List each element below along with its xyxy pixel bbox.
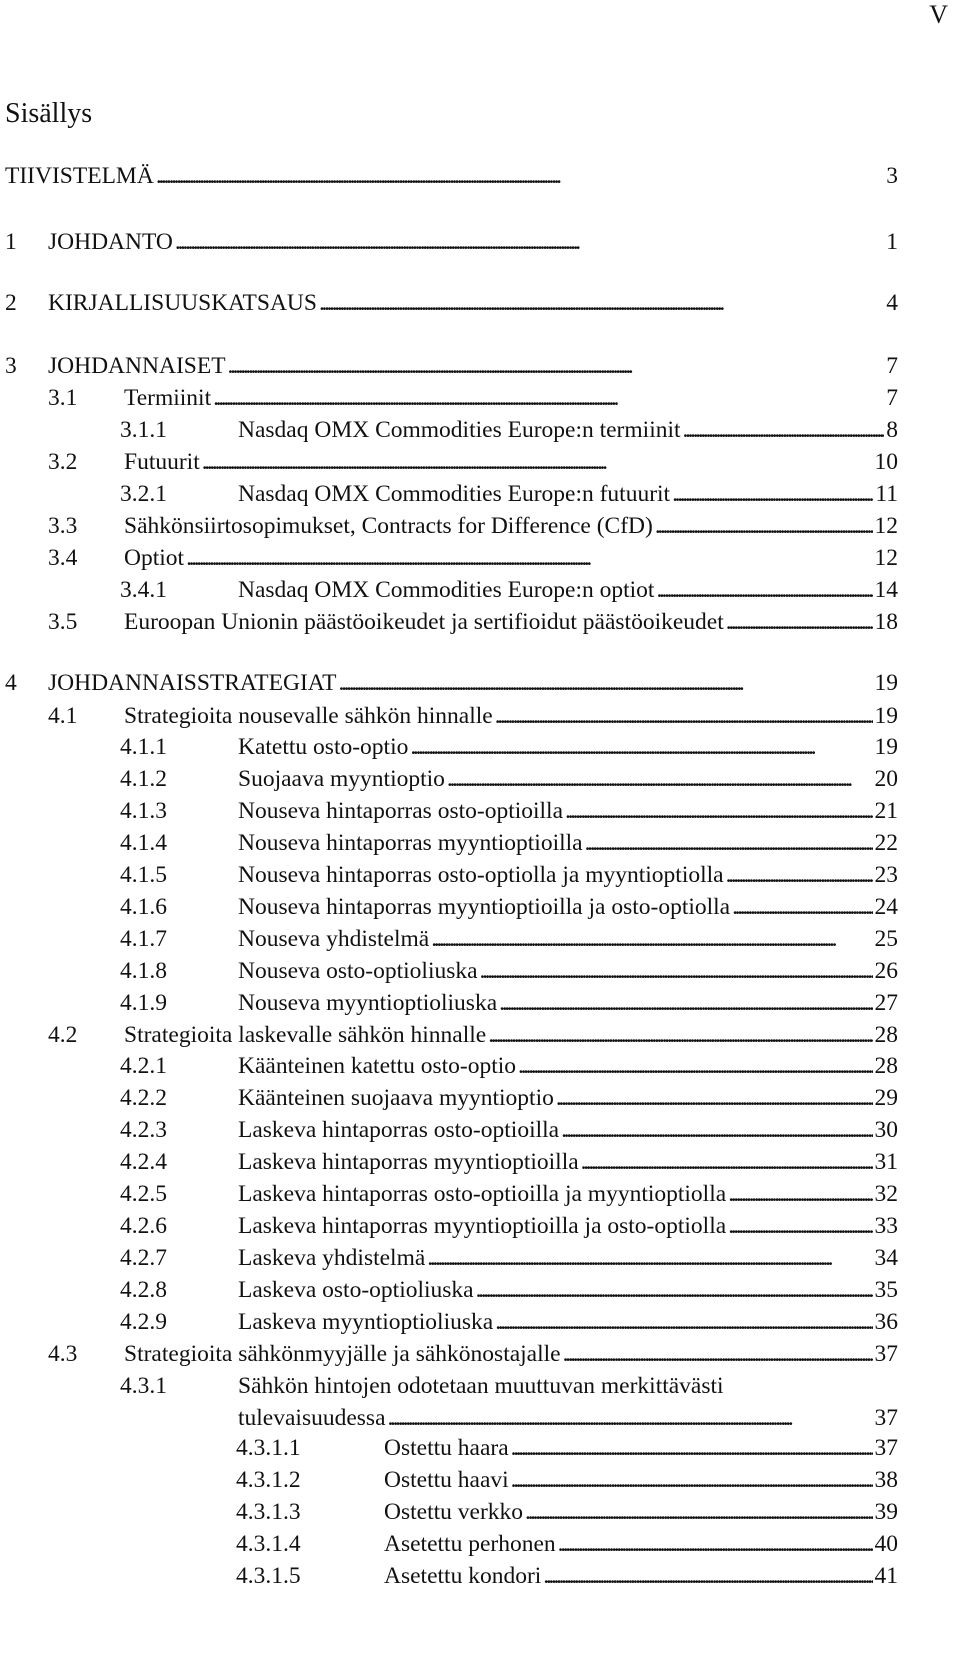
- toc-entry-title: Sähkönsiirtosopimukset, Contracts for Difference (CfD): [124, 513, 653, 539]
- toc-entry-number: 4.2.8: [120, 1277, 167, 1303]
- toc-entry-number: 4: [5, 670, 17, 696]
- toc-entry[interactable]: [0, 1114, 960, 1147]
- toc-entry-page: 29: [874, 1085, 898, 1111]
- toc-entry-title: Nasdaq OMX Commodities Europe:n optiot: [238, 577, 655, 603]
- toc-entry-number: 4.1.7: [120, 926, 167, 952]
- toc-entry[interactable]: [0, 731, 960, 764]
- toc-entry-title: Sähkön hintojen odotetaan muuttuvan merkittävästi: [238, 1373, 724, 1399]
- toc-entry[interactable]: [0, 1019, 960, 1052]
- toc-entry[interactable]: [0, 1146, 960, 1179]
- toc-entry[interactable]: [0, 859, 960, 892]
- toc-entry[interactable]: [0, 1528, 960, 1561]
- toc-entry-page: 24: [874, 894, 898, 920]
- toc-leader-dots: [202, 446, 873, 479]
- toc-entry[interactable]: [0, 1370, 960, 1403]
- toc-leader-dots: [213, 382, 884, 415]
- toc-entry-page: 30: [874, 1117, 898, 1143]
- toc-entry-page: 33: [874, 1213, 898, 1239]
- toc-entry-number: 3.2.1: [120, 481, 167, 507]
- toc-entry[interactable]: [0, 763, 960, 796]
- toc-entry-title: Euroopan Unionin päästöoikeudet ja sertifioidut päästöoikeudet: [124, 609, 724, 635]
- toc-entry-title: Futuurit: [124, 449, 200, 475]
- toc-entry-number: 4.3: [48, 1341, 78, 1367]
- toc-leader-dots: [156, 160, 884, 193]
- toc-entry-page: 12: [874, 545, 898, 571]
- toc-entry-title: Laskeva hintaporras osto-optioilla ja myyntioptiolla: [238, 1181, 727, 1207]
- toc-entry-title: Laskeva hintaporras myyntioptioilla ja osto-optiolla: [238, 1213, 727, 1239]
- toc-entry-title: Käänteinen katettu osto-optio: [238, 1053, 517, 1079]
- toc-leader-dots: [319, 287, 884, 320]
- toc-entry[interactable]: [0, 923, 960, 956]
- toc-entry-title: Suojaava myyntioptio: [238, 766, 445, 792]
- toc-leader-dots: [683, 414, 885, 447]
- toc-entry[interactable]: [0, 478, 960, 511]
- toc-entry-title: Nouseva hintaporras myyntioptioilla: [238, 830, 583, 856]
- toc-entry-page: 31: [874, 1149, 898, 1175]
- toc-entry[interactable]: [0, 1306, 960, 1339]
- toc-leader-dots: [672, 478, 873, 511]
- toc-entry-number: 4.2.5: [120, 1181, 167, 1207]
- toc-title: Sisällys: [5, 98, 93, 129]
- toc-entry-page: 3: [886, 163, 898, 189]
- toc-entry-page: 37: [874, 1435, 898, 1461]
- toc-entry-page: 37: [874, 1341, 898, 1367]
- toc-entry-number: 4.3.1.1: [236, 1435, 301, 1461]
- toc-entry-page: 19: [874, 670, 898, 696]
- toc-leader-dots: [228, 350, 885, 383]
- page-number: V: [929, 0, 948, 29]
- toc-entry[interactable]: [0, 606, 960, 639]
- toc-entry-number: 3.1: [48, 385, 78, 411]
- toc-entry-number: 4.3.1.4: [236, 1531, 301, 1557]
- toc-leader-dots: [726, 859, 873, 892]
- toc-entry-number: 4.2.6: [120, 1213, 167, 1239]
- toc-entry-number: 4.1.4: [120, 830, 167, 856]
- toc-leader-dots: [495, 700, 873, 733]
- toc-entry-number: 4.1.1: [120, 734, 167, 760]
- toc-entry-number: 4.3.1.2: [236, 1467, 301, 1493]
- toc-entry-number: 3.4.1: [120, 577, 167, 603]
- toc-entry-page: 28: [874, 1022, 898, 1048]
- toc-entry[interactable]: [0, 987, 960, 1020]
- toc-entry-page: 7: [886, 385, 898, 411]
- toc-entry[interactable]: [0, 382, 960, 415]
- toc-entry-number: 3.3: [48, 513, 78, 539]
- toc-entry-title: JOHDANTO: [48, 229, 173, 255]
- toc-leader-dots: [558, 1528, 873, 1561]
- toc-entry-page: 10: [874, 449, 898, 475]
- toc-entry-title: Ostettu haavi: [384, 1467, 509, 1493]
- toc-entry-title: Nasdaq OMX Commodities Europe:n futuurit: [238, 481, 671, 507]
- toc-entry-number: 4.2.2: [120, 1085, 167, 1111]
- toc-entry-title: Ostettu verkko: [384, 1499, 524, 1525]
- toc-entry-page: 4: [886, 290, 898, 316]
- toc-entry-number: 4.3.1.5: [236, 1563, 301, 1589]
- toc-entry[interactable]: [0, 160, 960, 193]
- toc-entry[interactable]: [0, 574, 960, 607]
- toc-entry-page: 21: [874, 798, 898, 824]
- toc-entry[interactable]: [0, 1338, 960, 1371]
- toc-entry-page: 12: [874, 513, 898, 539]
- toc-leader-dots: [656, 574, 872, 607]
- toc-entry[interactable]: [0, 1210, 960, 1243]
- toc-entry-title: Strategioita nousevalle sähkön hinnalle: [124, 703, 493, 729]
- toc-entry-number: 4.3.1.3: [236, 1499, 301, 1525]
- toc-entry-number: 4.2.1: [120, 1053, 167, 1079]
- toc-entry-number: 4.2.9: [120, 1309, 167, 1335]
- toc-entry-title: Optiot: [124, 545, 185, 571]
- toc-entry[interactable]: [0, 226, 960, 259]
- toc-entry-title: Asetettu perhonen: [384, 1531, 556, 1557]
- toc-leader-dots: [175, 226, 884, 259]
- toc-entry-title: Käänteinen suojaava myyntioptio: [238, 1085, 554, 1111]
- toc-entry[interactable]: [0, 1082, 960, 1115]
- toc-entry[interactable]: [0, 1178, 960, 1211]
- toc-entry-number: 4.1.5: [120, 862, 167, 888]
- toc-entry-title: Nouseva hintaporras osto-optioilla: [238, 798, 564, 824]
- toc-entry-title: Nouseva hintaporras myyntioptioilla ja osto-optiolla: [238, 894, 731, 920]
- toc-leader-dots: [488, 1019, 872, 1052]
- toc-entry-title: Termiinit: [124, 385, 212, 411]
- toc-entry-page: 7: [886, 353, 898, 379]
- toc-entry-page: 23: [874, 862, 898, 888]
- toc-leader-dots: [728, 1178, 872, 1211]
- toc-entry[interactable]: [0, 795, 960, 828]
- toc-entry-page: 8: [886, 417, 898, 443]
- toc-entry-page: 20: [874, 766, 898, 792]
- toc-entry-page: 1: [886, 229, 898, 255]
- toc-entry-page: 27: [874, 990, 898, 1016]
- toc-entry-page: 25: [874, 926, 898, 952]
- toc-entry-page: 26: [874, 958, 898, 984]
- toc-entry-page: 22: [874, 830, 898, 856]
- toc-entry-page: 34: [874, 1245, 898, 1271]
- toc-entry[interactable]: [0, 891, 960, 924]
- toc-entry-title: JOHDANNAISSTRATEGIAT: [48, 670, 337, 696]
- toc-entry-title: Strategioita sähkönmyyjälle ja sähkönostajalle: [124, 1341, 561, 1367]
- toc-entry-page: 37: [874, 1405, 898, 1431]
- toc-leader-dots: [427, 1242, 872, 1275]
- toc-leader-dots: [495, 1306, 872, 1339]
- toc-entry-page: 41: [874, 1563, 898, 1589]
- toc-entry-number: 4.2.4: [120, 1149, 167, 1175]
- toc-leader-dots: [655, 510, 873, 543]
- toc-leader-dots: [585, 827, 873, 860]
- toc-entry-page: 40: [874, 1531, 898, 1557]
- toc-entry-page: 19: [874, 703, 898, 729]
- toc-entry-number: 4.1.8: [120, 958, 167, 984]
- toc-entry-title: Laskeva yhdistelmä: [238, 1245, 426, 1271]
- toc-entry[interactable]: [0, 1050, 960, 1083]
- toc-entry-title: Nouseva hintaporras osto-optiolla ja myyntioptiolla: [238, 862, 724, 888]
- toc-entry-page: 19: [874, 734, 898, 760]
- toc-entry[interactable]: [0, 1242, 960, 1275]
- toc-entry-title: Nouseva myyntioptioliuska: [238, 990, 498, 1016]
- toc-entry[interactable]: [0, 414, 960, 447]
- toc-leader-dots: [563, 1338, 873, 1371]
- toc-leader-dots: [581, 1146, 873, 1179]
- toc-leader-dots: [726, 606, 873, 639]
- toc-entry-number: 4.1.9: [120, 990, 167, 1016]
- toc-entry-number: 3.2: [48, 449, 78, 475]
- toc-entry-page: 32: [874, 1181, 898, 1207]
- toc-leader-dots: [499, 987, 872, 1020]
- toc-entry[interactable]: [0, 1274, 960, 1307]
- toc-entry-page: 28: [874, 1053, 898, 1079]
- toc-entry[interactable]: [0, 955, 960, 988]
- toc-entry-title: Laskeva osto-optioliuska: [238, 1277, 474, 1303]
- toc-entry-title: Nasdaq OMX Commodities Europe:n termiinit: [238, 417, 681, 443]
- toc-leader-dots: [511, 1432, 873, 1465]
- toc-entry-number: 4.1.6: [120, 894, 167, 920]
- toc-leader-dots: [388, 1402, 873, 1435]
- toc-entry-page: 18: [874, 609, 898, 635]
- toc-leader-dots: [480, 955, 873, 988]
- toc-entry[interactable]: [0, 700, 960, 733]
- toc-entry[interactable]: [0, 446, 960, 479]
- toc-entry[interactable]: [0, 1496, 960, 1529]
- toc-entry-number: 3.4: [48, 545, 78, 571]
- toc-entry-page: 14: [874, 577, 898, 603]
- toc-leader-dots: [543, 1560, 872, 1593]
- toc-entry-page: 11: [875, 481, 898, 507]
- toc-entry[interactable]: [0, 542, 960, 575]
- toc-leader-dots: [556, 1082, 873, 1115]
- toc-entry-title: Asetettu kondori: [384, 1563, 542, 1589]
- toc-leader-dots: [476, 1274, 873, 1307]
- toc-leader-dots: [339, 667, 873, 700]
- toc-leader-dots: [728, 1210, 872, 1243]
- toc-entry-title: JOHDANNAISET: [48, 353, 226, 379]
- toc-entry-number: 4.1: [48, 703, 78, 729]
- toc-leader-dots: [565, 795, 872, 828]
- toc-entry[interactable]: [0, 510, 960, 543]
- toc-entry-title: Laskeva hintaporras myyntioptioilla: [238, 1149, 579, 1175]
- toc-leader-dots: [561, 1114, 872, 1147]
- toc-entry-title: Laskeva myyntioptioliuska: [238, 1309, 494, 1335]
- toc-leader-dots: [525, 1496, 872, 1529]
- toc-leader-dots: [447, 763, 873, 796]
- toc-leader-dots: [410, 731, 872, 764]
- toc-entry-number: 4.1.3: [120, 798, 167, 824]
- toc-entry-page: 38: [874, 1467, 898, 1493]
- toc-entry-number: 4.3.1: [120, 1373, 167, 1399]
- toc-leader-dots: [186, 542, 872, 575]
- toc-entry[interactable]: [0, 827, 960, 860]
- toc-leader-dots: [732, 891, 872, 924]
- toc-entry-number: 4.2.3: [120, 1117, 167, 1143]
- toc-entry-title: TIIVISTELMÄ: [5, 163, 154, 189]
- toc-entry-number: 3.1.1: [120, 417, 167, 443]
- toc-entry-number: 3: [5, 353, 17, 379]
- toc-leader-dots: [431, 923, 872, 956]
- toc-entry[interactable]: [0, 1432, 960, 1465]
- toc-entry-number: 4.1.2: [120, 766, 167, 792]
- toc-entry-page: 36: [874, 1309, 898, 1335]
- toc-entry-number: 3.5: [48, 609, 78, 635]
- toc-entry-title: KIRJALLISUUSKATSAUS: [48, 290, 317, 316]
- toc-entry[interactable]: [0, 350, 960, 383]
- toc-entry-number: 1: [5, 229, 17, 255]
- toc-entry-title: Strategioita laskevalle sähkön hinnalle: [124, 1022, 487, 1048]
- toc-entry-title: Katettu osto-optio: [238, 734, 409, 760]
- toc-entry-title: Nouseva osto-optioliuska: [238, 958, 478, 984]
- toc-entry-page: 39: [874, 1499, 898, 1525]
- toc-entry-title: Ostettu haara: [384, 1435, 509, 1461]
- toc-entry[interactable]: [0, 287, 960, 320]
- toc-entry-number: 4.2.7: [120, 1245, 167, 1271]
- toc-entry-continuation[interactable]: [0, 1402, 960, 1435]
- toc-entry-title: Nouseva yhdistelmä: [238, 926, 430, 952]
- toc-entry-title-continuation: tulevaisuudessa: [238, 1405, 386, 1431]
- toc-entry-number: 4.2: [48, 1022, 78, 1048]
- toc-leader-dots: [511, 1464, 873, 1497]
- toc-entry[interactable]: [0, 1560, 960, 1593]
- toc-entry-page: 35: [874, 1277, 898, 1303]
- toc-entry[interactable]: [0, 667, 960, 700]
- toc-entry-number: 2: [5, 290, 17, 316]
- toc-entry[interactable]: [0, 1464, 960, 1497]
- toc-entry-title: Laskeva hintaporras osto-optioilla: [238, 1117, 560, 1143]
- toc-leader-dots: [518, 1050, 872, 1083]
